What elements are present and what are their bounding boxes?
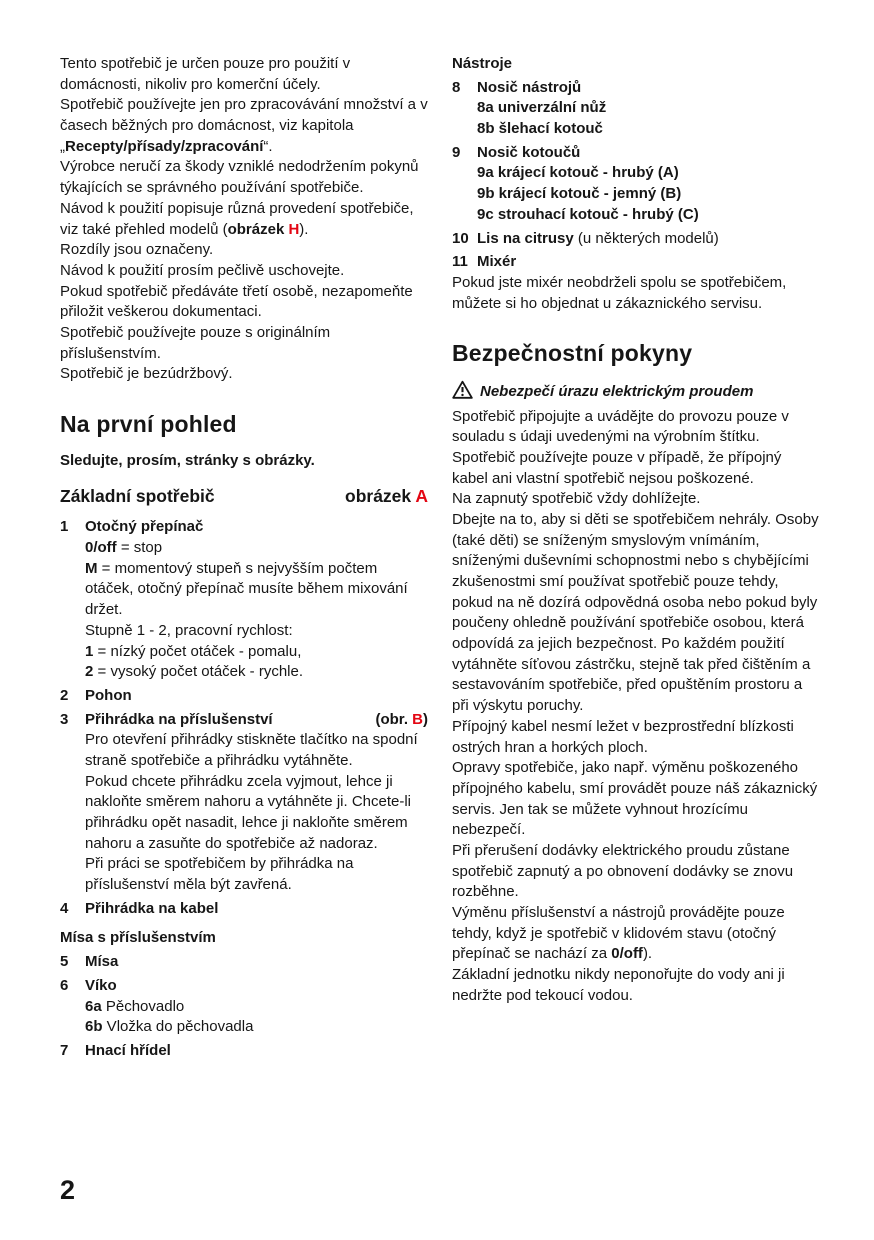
warning-note (452, 380, 820, 403)
warning-triangle-icon (452, 380, 473, 399)
page-number: 2 (60, 1175, 76, 1205)
paragraph (60, 261, 428, 282)
text-segment: 6a (85, 997, 102, 1015)
text-segment: Pohon (85, 686, 132, 704)
text-segment: Tento spotřebič je určen pouze pro použití v domácnosti, nikoliv pro komerční účely. (60, 55, 351, 93)
list-subitem (85, 730, 428, 771)
text-segment: Výměnu příslušenství a nástrojů provádějte pouze tehdy, když je spotřebič v klidovém stavu (otočný přepínač se nachází za (452, 904, 785, 963)
paragraph (60, 199, 428, 240)
paragraph (452, 965, 820, 1006)
paragraph (452, 510, 820, 717)
text-segment: = nízký počet otáček - pomalu, (93, 642, 302, 660)
text-segment: 1 (85, 642, 94, 660)
paragraph (60, 240, 428, 261)
list-item (452, 143, 820, 164)
item-label (85, 976, 117, 997)
text-segment: = vysoký počet otáček - rychle. (93, 663, 304, 681)
text-segment: 9b krájecí kotouč - jemný (B) (477, 185, 682, 203)
list-subitem (85, 997, 428, 1018)
text-segment: Pokud jste mixér neobdrželi spolu se spotřebičem, můžete si ho objednat u zákaznického servisu. (452, 273, 787, 312)
text-segment: B (412, 710, 423, 728)
text-segment: Pěchovadlo (101, 997, 185, 1015)
item-number: 8 (452, 78, 461, 96)
item-number: 2 (60, 686, 69, 704)
section-heading (452, 340, 820, 368)
list-item (60, 976, 428, 997)
text-segment: 0/off (85, 539, 117, 557)
text-segment: Spotřebič používejte jen pro zpracovávání množství a v časech běžných pro domácnost, viz kapitola „ (60, 96, 428, 155)
text-segment: Při práci se spotřebičem by přihrádka na příslušenství měla být zavřená. (85, 855, 354, 894)
text-segment: 8b šlehací kotouč (477, 120, 603, 138)
text-segment: 9c strouhací kotouč - hrubý (C) (477, 205, 699, 223)
list-subitem (85, 559, 428, 621)
text-segment: Spotřebič je bezúdržbový. (60, 365, 233, 383)
item-body (477, 78, 820, 99)
text-segment: Přípojný kabel nesmí ležet v bezprostřední blízkosti ostrých hran a horkých ploch. (452, 717, 794, 756)
text-segment: Na zapnutý spotřebič vždy dohlížejte. (452, 490, 701, 508)
list-item (60, 899, 428, 920)
item-number: 1 (60, 518, 69, 536)
text-segment: Dbejte na to, aby si děti se spotřebičem nehrály. Osoby (také děti) se sníženým smyslovým vnímáním, sníženými duševními schopnostmi nebo s chybějícími zkušenostmi smí používat spotřebič pouze tehdy, pokud na ně dozírá odpovědná osoba nebo pokud byly poučeny ohledně používání spotřebiče osobou, která odpovídá za jejich bezpečnost. Po každém použití vytáhněte síťovou zástrčku, stejně tak před čištěním a sestavováním spotřebiče, před opuštěním prostoru a při výskytu poruchy. (452, 510, 819, 715)
item-body (85, 952, 428, 973)
text-segment: Hnací hřídel (85, 1041, 171, 1059)
subsection-heading (60, 484, 428, 508)
text-segment: Přihrádka na příslušenství (85, 710, 273, 728)
text-segment: = momentový stupeň s nejvyšším počtem otáček, otočný přepínač musíte během mixování držet. (85, 559, 408, 619)
item-number: 10 (452, 229, 469, 247)
text-segment: A (415, 486, 428, 507)
text-segment: Při přerušení dodávky elektrického proudu zůstane spotřebič zapnutý a po obnovení dodávky se znovu rozběhne. (452, 841, 794, 901)
text-segment: Nosič nástrojů (477, 78, 582, 96)
text-segment: Na první pohled (60, 411, 237, 437)
item-label (85, 899, 218, 920)
text-segment: Nástroje (452, 55, 513, 72)
text-segment: Lis na citrusy (477, 229, 574, 247)
list-item (452, 252, 820, 273)
list-subitem (85, 662, 428, 683)
text-segment: 6b (85, 1018, 103, 1036)
list-subitem (85, 642, 428, 663)
text-segment: (u některých modelů) (573, 229, 719, 247)
list-subitem (85, 621, 428, 642)
text-segment: Spotřebič používejte pouze v případě, že přípojný kabel ani vlastní spotřebič nejsou poškozené. (452, 448, 782, 487)
item-body (477, 143, 820, 164)
text-segment: ) (423, 710, 428, 728)
item-body (85, 899, 428, 920)
item-label (477, 229, 719, 250)
paragraph (452, 448, 820, 489)
text-segment: = stop (116, 539, 163, 557)
list-item (60, 686, 428, 707)
item-label (477, 78, 581, 99)
item-number: 3 (60, 710, 69, 728)
bold-paragraph (452, 54, 820, 75)
section-heading (60, 411, 428, 439)
text-segment: Mixér (477, 253, 517, 271)
item-label (85, 710, 273, 731)
text-segment: (obr. (375, 710, 413, 728)
list-item (60, 517, 428, 538)
text-segment: 9a krájecí kotouč - hrubý (A) (477, 164, 679, 182)
item-number: 7 (60, 1041, 69, 1059)
paragraph (452, 758, 820, 841)
item-number: 5 (60, 953, 69, 971)
text-segment: ). (299, 220, 309, 238)
text-segment: Spotřebič připojujte a uvádějte do provozu pouze v souladu s údaji uvedenými na výrobním štítku. (452, 407, 789, 446)
list-item (452, 229, 820, 250)
text-segment: Opravy spotřebiče, jako např. výměnu poškozeného přípojného kabelu, smí provádět pouze náš zákaznický servis. Jen tak se můžete vyhnout hrozícímu nebezpečí. (452, 759, 818, 839)
list-item (60, 710, 428, 731)
text-segment: “. (263, 137, 273, 155)
text-segment: Návod k použití popisuje různá provedení spotřebiče, viz také přehled modelů ( (60, 199, 414, 238)
text-segment: Přihrádka na kabel (85, 899, 219, 917)
item-label (85, 952, 118, 973)
text-segment: Návod k použití prosím pečlivě uschovejte. (60, 261, 345, 279)
paragraph (452, 903, 820, 965)
paragraph (452, 273, 820, 314)
list-subitem (85, 1017, 428, 1038)
item-body (85, 517, 428, 538)
list-subitem (477, 205, 820, 226)
list-item (60, 952, 428, 973)
text-segment: Mísa s příslušenstvím (60, 929, 216, 947)
item-label (85, 686, 132, 707)
item-label (477, 143, 580, 164)
text-segment: Základní jednotku nikdy neponořujte do vody ani ji nedržte pod tekoucí vodou. (452, 966, 785, 1004)
text-segment: Otočný přepínač (85, 518, 204, 536)
text-segment: Spotřebič používejte pouze s originálním příslušenstvím. (60, 323, 331, 362)
text-segment: Bezpečnostní pokyny (452, 340, 693, 367)
list-subitem (477, 163, 820, 184)
text-segment: Pro otevření přihrádky stiskněte tlačítko na spodní straně spotřebiče a přihrádku vytáhněte. (85, 731, 418, 769)
item-number: 11 (452, 253, 468, 271)
text-segment: Pokud chcete přihrádku zcela vyjmout, lehce ji nakloňte směrem nahoru a vytáhněte ji. Chcete-li přihrádku opět nasadit, lehce ji nakloňte směrem nahoru a zasuňte do spotřebiče až nadoraz. (85, 772, 412, 852)
list-item (452, 78, 820, 99)
text-segment: Vložka do pěchovadla (102, 1018, 254, 1036)
text-segment: Nebezpečí úrazu elektrickým proudem (480, 382, 754, 400)
item-label (85, 517, 203, 538)
figure-reference (345, 484, 428, 508)
text-segment: Výrobce neručí za škody vzniklé nedodržením pokynů týkajících se správného používání spotřebiče. (60, 158, 419, 197)
bold-paragraph (60, 451, 428, 472)
text-segment: Sledujte, prosím, stránky s obrázky. (60, 451, 315, 469)
bold-paragraph (60, 928, 428, 949)
figure-reference (375, 710, 428, 731)
text-segment: Rozdíly jsou označeny. (60, 241, 214, 259)
item-body (85, 686, 428, 707)
paragraph (60, 282, 428, 323)
item-body (85, 976, 428, 997)
item-number: 4 (60, 899, 69, 917)
text-segment: Pokud spotřebič předáváte třetí osobě, nezapomeňte přiložit veškerou dokumentaci. (60, 282, 413, 321)
paragraph (60, 54, 428, 95)
text-segment: M (85, 559, 98, 577)
list-subitem (477, 98, 820, 119)
subsection-title (60, 484, 215, 508)
text-segment: Mísa (85, 953, 119, 971)
left-column (60, 54, 428, 1062)
text-segment: Základní spotřebič (60, 486, 215, 507)
paragraph (60, 157, 428, 198)
text-segment: 8a univerzální nůž (477, 99, 607, 117)
item-number: 9 (452, 143, 461, 161)
text-segment: H (288, 220, 300, 238)
list-subitem (85, 854, 428, 895)
text-segment: ). (642, 945, 653, 963)
paragraph (60, 95, 428, 157)
text-segment: obrázek (345, 486, 416, 507)
item-body (85, 1041, 428, 1062)
paragraph (60, 364, 428, 385)
text-segment: Recepty/přísady/zpracování (65, 137, 264, 155)
paragraph (60, 323, 428, 364)
paragraph (452, 407, 820, 448)
item-body (477, 252, 820, 273)
text-segment: Nosič kotoučů (477, 143, 581, 161)
text-segment: obrázek (227, 220, 289, 238)
list-subitem (477, 119, 820, 140)
text-segment: 2 (85, 663, 94, 681)
item-number: 6 (60, 976, 69, 994)
paragraph (452, 717, 820, 758)
text-segment: Víko (85, 976, 117, 994)
list-subitem (477, 184, 820, 205)
list-item (60, 1041, 428, 1062)
paragraph (452, 489, 820, 510)
item-body (85, 710, 428, 731)
list-subitem (85, 538, 428, 559)
item-label (85, 1041, 171, 1062)
paragraph (452, 841, 820, 903)
text-segment: Stupně 1 - 2, pracovní rychlost: (85, 621, 293, 639)
item-body (477, 229, 820, 250)
right-column (452, 54, 820, 1062)
item-label (477, 252, 516, 273)
text-segment: 0/off (611, 945, 643, 963)
list-subitem (85, 772, 428, 855)
